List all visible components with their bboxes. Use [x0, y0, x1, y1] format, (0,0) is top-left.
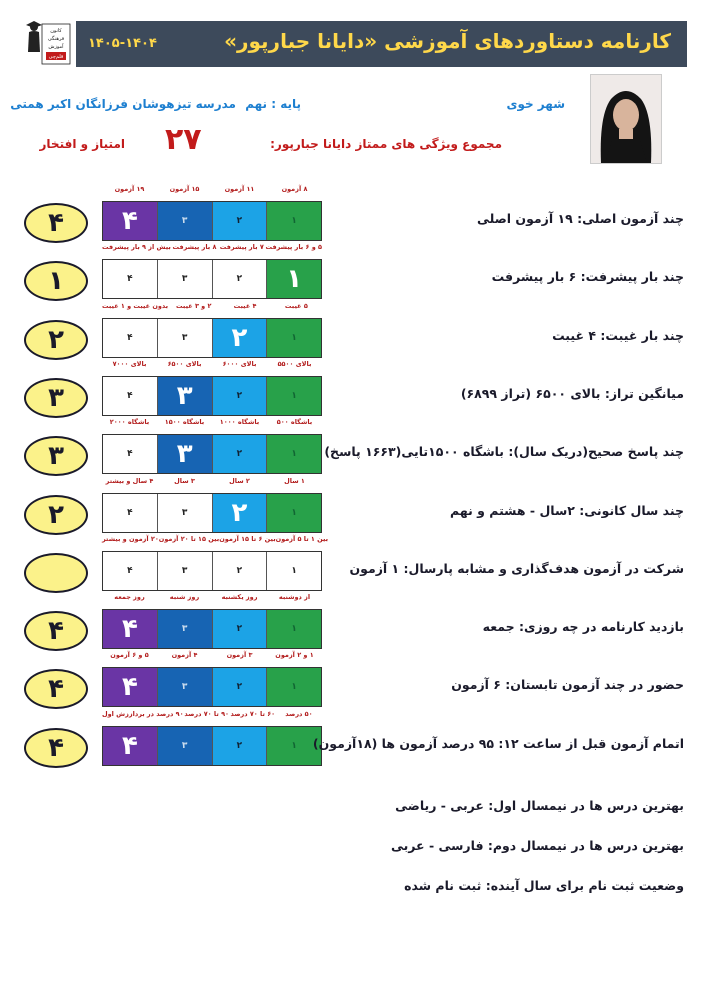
level-label: ۱۱ آزمون: [224, 185, 255, 193]
svg-text:کانون: کانون: [50, 28, 62, 34]
level-label: ۵۰ درصد: [285, 709, 313, 718]
level-label: ۱ و ۲ آزمون: [275, 651, 314, 660]
row-question: شرکت در آزمون هدف‌گذاری و مشابه پارسال: ۱ آزمون: [349, 560, 684, 576]
level-labels: [102, 593, 322, 605]
level-grid: [102, 376, 322, 416]
total-score: ۲۷: [165, 122, 202, 157]
level-cell: ۱: [266, 727, 321, 765]
level-cell: ۲: [212, 610, 267, 648]
level-labels: [102, 534, 329, 547]
level-cell: ۲: [212, 494, 267, 532]
level-cell: ۳: [157, 260, 212, 298]
level-label: روز جمعه: [114, 593, 145, 602]
level-label: ۱۵ آزمون: [169, 185, 200, 193]
level-label: ۴ سال و بیشتر: [105, 476, 154, 485]
level-grid: [102, 551, 322, 591]
level-label: ۶۰ تا ۷۰ درصد: [230, 709, 276, 718]
level-label: ۹۰ تا ۷۰ درصد: [184, 709, 229, 718]
page-title: کارنامه دستاوردهای آموزشی «دایانا جبارپور»: [224, 29, 671, 53]
level-cell: ۴: [103, 668, 157, 706]
student-school: مدرسه تیزهوشان فرزانگان اکبر همتی: [10, 97, 236, 111]
achievement-row: [0, 709, 706, 784]
level-cell: ۲: [212, 319, 267, 357]
level-cell: ۲: [212, 377, 267, 415]
level-cell: ۱: [266, 435, 321, 473]
score-label: امتیاز و افتخار: [39, 137, 125, 151]
level-cell: ۳: [157, 435, 212, 473]
level-cell: ۱: [266, 260, 321, 298]
level-label: ۱۹ آزمون: [114, 185, 145, 193]
row-question: بازدید کارنامه در چه روزی: جمعه: [482, 619, 684, 635]
registration-status: وضعیت ثبت نام برای سال آینده: ثبت نام شده: [404, 878, 684, 893]
level-label: ۱ سال: [284, 476, 305, 485]
level-grid: [102, 201, 322, 241]
row-question: چند سال کانونی: ۲سال - هشتم و نهم: [450, 502, 684, 518]
level-grid: [102, 609, 322, 649]
level-cell: ۳: [157, 319, 212, 357]
level-labels: [102, 477, 322, 489]
level-cell: ۱: [266, 552, 321, 590]
row-question: چند بار غیبت: ۴ غیبت: [552, 327, 684, 343]
level-cell: ۳: [157, 377, 212, 415]
level-label: باشگاه ۱۵۰۰: [164, 418, 205, 427]
level-label: ۳ آزمون: [226, 651, 253, 660]
level-label: بین ۱ تا ۵ آزمون: [275, 534, 329, 543]
level-cell: ۳: [157, 202, 212, 240]
level-label: ۸ بار پیشرفت: [172, 243, 217, 252]
level-grid: [102, 259, 322, 299]
level-label: از دوشنبه: [278, 593, 311, 602]
level-labels: [102, 651, 322, 663]
level-cell: ۴: [127, 507, 133, 518]
level-label: ۴ غیبت: [233, 301, 257, 310]
level-cell: ۳: [157, 727, 212, 765]
level-cell: ۴: [103, 610, 157, 648]
level-cell: ۴: [103, 727, 157, 765]
level-cell: ۱: [266, 319, 321, 357]
level-label: ۲ و ۳ غیبت: [176, 301, 212, 310]
level-grid: [102, 434, 322, 474]
level-cell: ۱: [266, 668, 321, 706]
level-cell: ۴: [127, 390, 133, 401]
level-cell: ۴: [103, 202, 157, 240]
level-cell: ۴: [127, 332, 133, 343]
level-cell: ۴: [127, 565, 133, 576]
level-cell: ۱: [266, 377, 321, 415]
row-score-circle: ۳: [24, 436, 88, 476]
row-question: چند بار پیشرفت: ۶ بار پیشرفت: [491, 269, 684, 285]
svg-text:فرهنگی: فرهنگی: [47, 36, 65, 42]
level-cell: ۲: [212, 260, 267, 298]
level-label: باشگاه ۲۰۰۰: [109, 418, 150, 427]
svg-text:قلم‌چی: قلم‌چی: [48, 54, 64, 60]
level-cell: ۱: [266, 202, 321, 240]
level-label: ۲ سال: [229, 476, 250, 485]
level-label: ۷ بار پیشرفت: [219, 243, 264, 252]
row-score-circle: ۴: [24, 669, 88, 709]
student-grade: پایه : نهم: [245, 97, 301, 111]
row-score-circle: [24, 553, 88, 593]
level-label: ۲۰ آزمون و بیشتر: [102, 534, 159, 543]
level-label: ۹۰ درصد در برداززش اول: [102, 709, 184, 718]
svg-text:آموزش: آموزش: [48, 44, 64, 50]
level-cell: ۲: [212, 202, 267, 240]
row-question: اتمام آزمون قبل از ساعت ۱۲: ۹۵ درصد آزمون ها (۱۸آزمون): [312, 735, 684, 751]
level-cell: ۳: [157, 552, 212, 590]
level-label: باشگاه ۵۰۰: [276, 418, 313, 427]
level-label: بیش از ۹ بار پیشرفت: [102, 243, 171, 252]
row-score-circle: ۳: [24, 378, 88, 418]
row-score-circle: ۴: [24, 203, 88, 243]
level-labels: [102, 302, 322, 314]
row-score-circle: ۴: [24, 611, 88, 651]
student-city: شهر خوی: [506, 97, 565, 111]
level-labels: [102, 360, 322, 372]
level-cell: ۳: [157, 610, 212, 648]
row-score-circle: ۲: [24, 495, 88, 535]
level-cell: ۲: [212, 552, 267, 590]
row-question: حضور در چند آزمون تابستان: ۶ آزمون: [451, 677, 684, 693]
level-labels: [102, 710, 322, 722]
level-label: ۸ آزمون: [281, 185, 308, 193]
row-score-circle: ۲: [24, 320, 88, 360]
level-label: بالای ۷۰۰۰: [112, 359, 147, 368]
level-cell: ۳: [157, 494, 212, 532]
level-label: ۳ سال: [174, 476, 195, 485]
level-label: بالای ۶۰۰۰: [222, 359, 257, 368]
best-subjects-first: بهترین درس ها در نیمسال اول: عربی - ریاضی: [395, 798, 684, 813]
level-labels: [102, 185, 322, 197]
level-label: بالای ۶۵۰۰: [167, 359, 202, 368]
level-label: ۵ و ۶ آزمون: [110, 651, 149, 660]
level-cell: ۴: [127, 449, 133, 460]
level-labels: [102, 418, 322, 430]
row-question: میانگین تراز: بالای ۶۵۰۰ (تراز ۶۸۹۹): [460, 385, 684, 401]
level-label: ۵ غیبت: [284, 301, 308, 310]
level-label: باشگاه ۱۰۰۰: [219, 418, 260, 427]
row-score-circle: ۴: [24, 728, 88, 768]
level-grid: [102, 667, 322, 707]
level-cell: ۳: [157, 668, 212, 706]
level-label: بالای ۵۵۰۰: [277, 359, 312, 368]
level-cell: ۲: [212, 727, 267, 765]
level-labels: [102, 243, 322, 255]
level-label: بین ۶ تا ۱۵ آزمون: [219, 534, 276, 543]
student-photo: [590, 74, 662, 164]
level-label: بدون غیبت و ۱ غیبت: [102, 301, 169, 310]
level-cell: ۱: [266, 494, 321, 532]
level-cell: ۴: [127, 274, 133, 285]
level-label: ۵ و ۶ بار پیشرفت: [265, 243, 323, 252]
kanoon-logo: [22, 18, 72, 66]
level-grid: [102, 493, 322, 533]
level-cell: ۲: [212, 668, 267, 706]
level-cell: ۲: [212, 435, 267, 473]
level-grid: [102, 726, 322, 766]
school-year: ۱۴۰۵-۱۴۰۴: [88, 36, 157, 51]
header-banner: [76, 21, 687, 67]
level-label: روز شنبه: [169, 593, 200, 602]
row-score-circle: ۱: [24, 261, 88, 301]
level-label: روز یکشنبه: [221, 593, 258, 602]
best-subjects-second: بهترین درس ها در نیمسال دوم: فارسی - عربی: [390, 838, 684, 853]
row-question: چند آزمون اصلی: ۱۹ آزمون اصلی: [476, 211, 684, 226]
level-label: ۴ آزمون: [171, 651, 198, 660]
row-question: چند پاسخ صحیح(دریک سال): باشگاه ۱۵۰۰تایی(۱۶۶۳ پاسخ): [324, 444, 684, 460]
level-cell: ۱: [266, 610, 321, 648]
level-label: بین ۱۵ تا ۲۰ آزمون: [158, 534, 220, 543]
features-label: مجموع ویژگی های ممتاز دایانا جبارپور:: [270, 137, 502, 151]
level-grid: [102, 318, 322, 358]
